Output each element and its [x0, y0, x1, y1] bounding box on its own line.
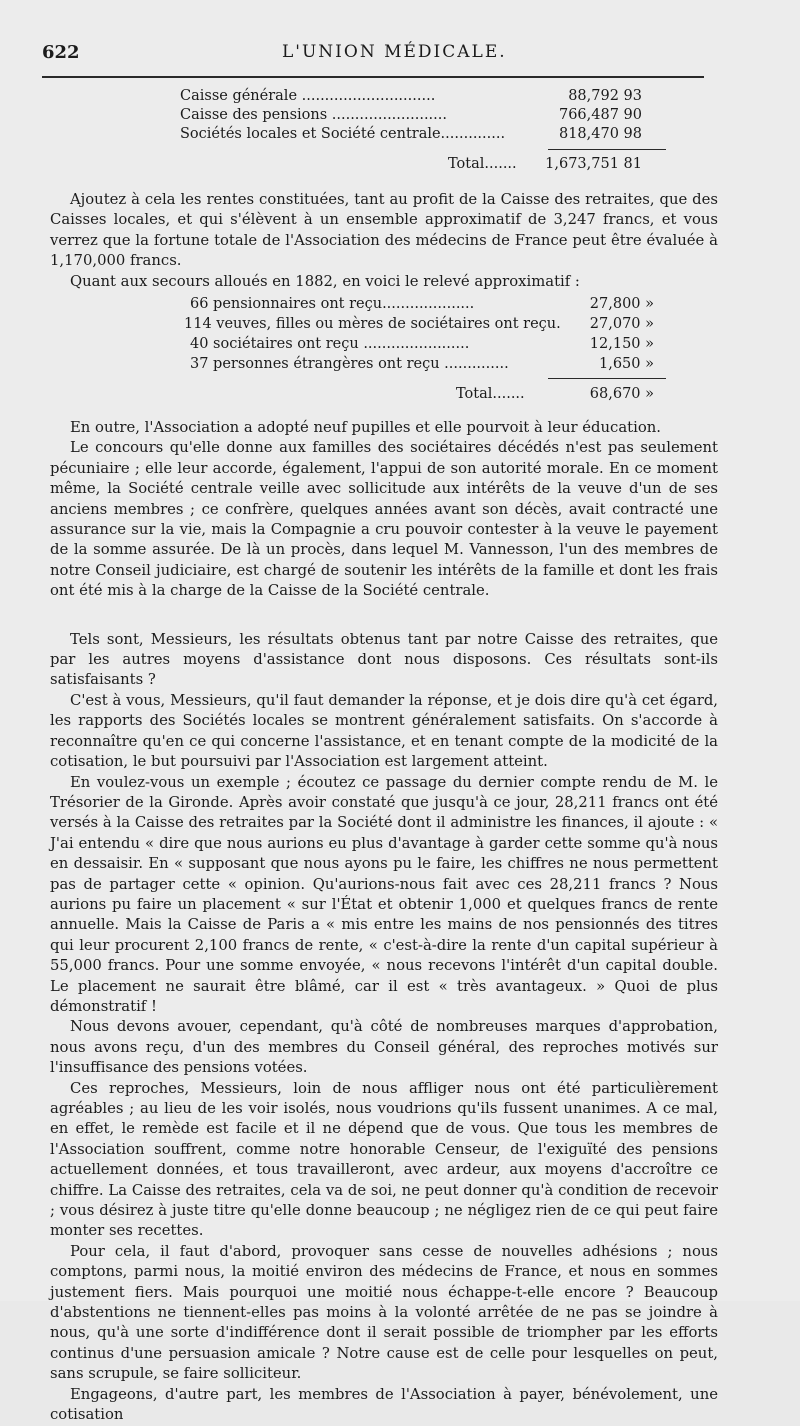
paragraph: Tels sont, Messieurs, les résultats obtenus tant par notre Caisse des retraites, que par les autres moyens d'assistance dont nous disposons. Ces résultats sont-ils satisfaisants ? [50, 630, 718, 689]
paragraph: Nous devons avouer, cependant, qu'à côté de nombreuses marques d'approbation, nous avons reçu, d'un des membres du Conseil général, des reproches motivés sur l'insuffisance des pensions votées. [50, 1018, 718, 1077]
row-amount: 818,470 98 [558, 126, 642, 142]
row-amount: 12,150 » [589, 336, 654, 352]
body-section-1 [50, 190, 718, 292]
running-title: L'UNION MÉDICALE. [282, 42, 507, 62]
row-label: 114 veuves, filles ou mères de sociétaires ont reçu. [184, 316, 561, 332]
page-number: 622 [42, 42, 80, 63]
total-label: Total....... [456, 386, 525, 402]
total-label: Total....... [448, 156, 517, 172]
page-header [42, 38, 704, 68]
row-amount: 766,487 90 [558, 107, 642, 123]
secours-table [184, 296, 654, 406]
row-amount: 27,800 » [589, 296, 654, 312]
caisses-table [180, 88, 642, 178]
paragraph: Ces reproches, Messieurs, loin de nous affliger nous ont été particulièrement agréables ; au lieu de les voir isolés, nous voudrions qu'ils fussent unanimes. A ce mal, en effet, le remède est facile et il ne dépend que de vous. Que tous les membres de l'Association souffrent, comme notre honorable Censeur, de l'exiguïté des pensions actuellement données, et tous travailleront, avec ardeur, aux moyens d'accroître ce chiffre. La Caisse des retraites, cela va de soi, ne peut donner qu'à condition de recevoir ; vous désirez à juste titre qu'elle donne beaucoup ; ne négligez rien de ce qui peut faire monter ses recettes. [50, 1079, 718, 1240]
total-amount: 68,670 » [589, 386, 654, 402]
row-amount: 1,650 » [599, 356, 654, 372]
row-label: 37 personnes étrangères ont reçu .............. [190, 356, 509, 372]
body-section-2 [50, 418, 718, 1426]
row-label: 66 pensionnaires ont reçu.................... [190, 296, 475, 312]
row-label: 40 sociétaires ont reçu ....................... [190, 336, 470, 352]
row-label: Sociétés locales et Société centrale.............. [180, 126, 506, 142]
paragraph: C'est à vous, Messieurs, qu'il faut demander la réponse, et je dois dire qu'à cet égard, les rapports des Sociétés locales se montrent généralement satisfaits. On s'accorde à reconnaître qu'en ce qui concerne l'assistance, et en tenant compte de la modicité de la cotisation, le but poursuivi par l'Association est largement atteint. [50, 691, 718, 771]
row-label: Caisse des pensions ......................... [180, 107, 447, 123]
sum-rule [548, 149, 666, 150]
paragraph-rentes: Ajoutez à cela les rentes constituées, tant au profit de la Caisse des retraites, que des Caisses locales, et qui s'élèvent à un ensemble approximatif de 3,247 francs, et vous verrez que la fortune totale de l'Association des médecins de France peut être évaluée à 1,170,000 francs. [50, 191, 718, 270]
sum-rule [548, 378, 666, 379]
paragraph: Le concours qu'elle donne aux familles des sociétaires décédés n'est pas seulement pécuniaire ; elle leur accorde, également, l'appui de son autorité morale. En ce moment même, la Société centrale veille avec sollicitude aux intérêts de la veuve d'un de ses anciens membres ; ce confrère, quelques années avant son décès, avait contracté une assurance sur la vie, mais la Compagnie a cru pouvoir contester à la veuve le payement de la somme assurée. De là un procès, dans lequel M. Vannesson, l'un des membres de notre Conseil judiciaire, est chargé de soutenir les intérêts de la famille et dont les frais ont été mis à la charge de la Caisse de la Société centrale. [50, 439, 718, 600]
paragraph-secours: Quant aux secours alloués en 1882, en voici le relevé approximatif : [70, 272, 580, 290]
row-label: Caisse générale ............................. [180, 88, 436, 104]
header-rule [42, 76, 704, 78]
total-amount: 1,673,751 81 [545, 156, 642, 172]
paragraph: Engageons, d'autre part, les membres de l'Association à payer, bénévolement, une cotisation [50, 1385, 718, 1424]
paragraph: En voulez-vous un exemple ; écoutez ce passage du dernier compte rendu de M. le Trésorier de la Gironde. Après avoir constaté que jusqu'à ce jour, 28,211 francs ont été versés à la Caisse des retraites par la Société dont il administre les finances, il ajoute : « J'ai entendu « dire que nous aurions eu plus d'avantage à garder cette somme qu'à nous en dessaisir. En « supposant que nous ayons pu le faire, les chiffres ne nous permettent pas de partager cette « opinion. Qu'aurions-nous fait avec ces 28,211 francs ? Nous aurions pu faire un placement « sur l'État et obtenir 1,000 et quelques francs de rente annuelle. Mais la Caisse de Paris a « mis entre les mains de nos pensionnés des titres qui leur procurent 2,100 francs de rente, « c'est-à-dire la rente d'un capital supérieur à 55,000 francs. Pour une somme envoyée, « nous recevons l'intérêt d'un capital double. Le placement ne saurait être blâmé, car il est « très avantageux. » Quoi de plus démonstratif ! [50, 773, 718, 1015]
paragraph-gap [50, 602, 718, 630]
row-amount: 27,070 » [589, 316, 654, 332]
paragraph: Pour cela, il faut d'abord, provoquer sans cesse de nouvelles adhésions ; nous comptons, parmi nous, la moitié environ des médecins de France, et nous en sommes justement fiers. Mais pourquoi une moitié nous échappe-t-elle encore ? Beaucoup d'abstentions ne tiennent-elles pas moins à la volonté arrêtée de ne pas se joindre à nous, qu'à une sorte d'indifférence dont il serait possible de triompher par les efforts continus d'une persuasion amicale ? Notre cause est de celle pour lesquelles on peut, sans scrupule, se faire solliciteur. [50, 1242, 718, 1383]
paragraph: En outre, l'Association a adopté neuf pupilles et elle pourvoit à leur éducation. [70, 419, 661, 436]
row-amount: 88,792 93 [568, 88, 642, 104]
